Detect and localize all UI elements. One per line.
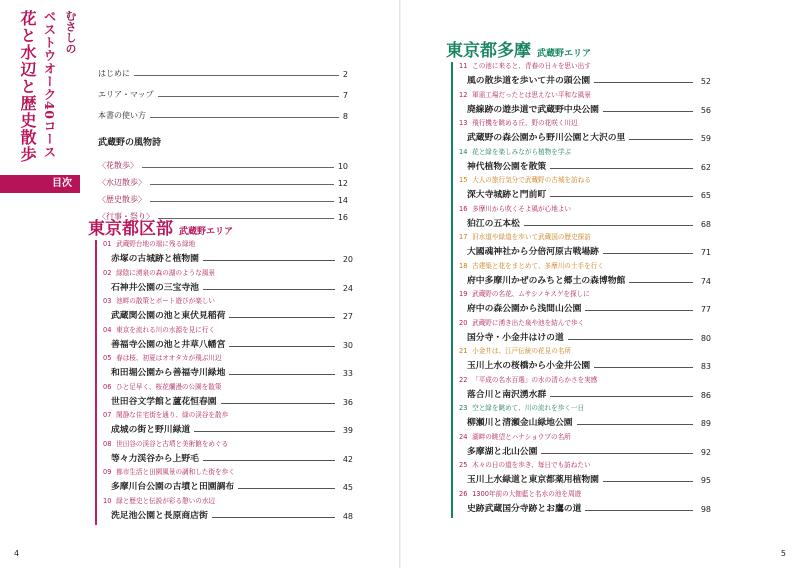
- poem-row[interactable]: [98, 154, 348, 171]
- toc-entry[interactable]: [459, 205, 711, 234]
- toc-entry[interactable]: [103, 497, 353, 526]
- page-number: 48: [342, 511, 353, 521]
- entry-title: 柳瀬川と清瀬金山緑地公園: [467, 418, 573, 428]
- entry-subtitle-text: 東京を流れる川の水源を見に行く: [116, 325, 216, 334]
- entry-subtitle-text: 古建築と花をまとめて、多摩川の土手を行く: [472, 261, 604, 270]
- toc-entry[interactable]: [459, 461, 711, 490]
- intro-label: 本書の使い方: [98, 110, 150, 121]
- toc-entry[interactable]: [103, 354, 353, 383]
- entry-number: 21: [459, 347, 468, 355]
- toc-entry[interactable]: [103, 440, 353, 469]
- page-number: 39: [342, 426, 353, 435]
- entry-subtitle-text: 春は桜、初夏はオオタカが飛ぶ川辺: [116, 354, 222, 362]
- entry-number: 07: [103, 411, 112, 419]
- poem-row[interactable]: [98, 171, 348, 188]
- leader-line: [150, 184, 334, 185]
- toc-entry[interactable]: [103, 326, 353, 355]
- page-number: 20: [342, 255, 353, 264]
- entry-number: 04: [103, 325, 112, 334]
- leader-line: [150, 117, 339, 118]
- entry-subtitle-text: 武蔵野台地の端に残る緑地: [116, 240, 196, 248]
- entry-subtitle-text: 閑静な住宅街を通り、緑の渓谷を散歩: [116, 411, 229, 419]
- toc-entry[interactable]: [459, 376, 711, 405]
- leader-line: [550, 168, 693, 169]
- page-number: 30: [342, 340, 353, 350]
- entry-subtitle-text: この池に来ると、青春の日々を思い出す: [472, 62, 591, 70]
- entry-subtitle: [459, 91, 711, 100]
- page-number-right: 5: [780, 549, 786, 558]
- entry-number: 09: [103, 468, 112, 476]
- toc-entry[interactable]: [103, 269, 353, 298]
- entry-subtitle: [459, 347, 711, 356]
- toc-tab: 目次: [0, 175, 80, 193]
- intro-list: [98, 58, 348, 222]
- toc-entry[interactable]: [459, 119, 711, 148]
- entry-title: 洗足池公園と長原商店街: [111, 510, 208, 521]
- entry-subtitle: [459, 461, 711, 470]
- leader-line: [221, 403, 335, 404]
- entry-subtitle-text: 木々の日の道を歩き、毎日でも訪ねたい: [472, 461, 591, 469]
- entry-number: 23: [459, 404, 468, 412]
- page-number: 33: [342, 369, 353, 378]
- entry-number: 05: [103, 354, 112, 362]
- leader-line: [158, 96, 339, 97]
- poem-label: 〈行事・祭り〉: [98, 212, 154, 221]
- leader-line: [603, 111, 693, 112]
- toc-entry[interactable]: [459, 404, 711, 433]
- entry-subtitle-text: 武蔵野の名花、ムサシノキスゲを探しに: [472, 290, 590, 298]
- page-number: 71: [700, 248, 711, 257]
- entry-title: 大國魂神社から分倍河原古戦場跡: [467, 247, 599, 257]
- toc-entry[interactable]: [459, 290, 711, 319]
- entry-number: 18: [459, 261, 468, 270]
- leader-line: [203, 260, 335, 261]
- entry-number: 10: [103, 496, 112, 505]
- toc-entry[interactable]: [103, 383, 353, 412]
- page-number: 77: [700, 305, 711, 314]
- entry-subtitle: [459, 262, 711, 271]
- page-number: 86: [700, 390, 711, 400]
- section-header-tokyo-ku: [88, 214, 233, 239]
- entry-number: 24: [459, 432, 468, 441]
- entry-title: 史跡武蔵国分寺跡とお鷹の道: [467, 503, 582, 514]
- toc-entry[interactable]: [459, 233, 711, 262]
- page-number: 10: [337, 162, 348, 171]
- page-number: 89: [700, 419, 711, 428]
- poems-heading: 武蔵野の風物詩: [98, 138, 162, 148]
- leader-line: [603, 253, 693, 254]
- leader-line: [629, 282, 693, 283]
- title-line-1: むさしの: [64, 10, 77, 54]
- entry-subtitle-text: ひと足早く、桜花爛漫の公園を散策: [116, 382, 222, 391]
- entry-subtitle-text: 多摩川から吹くそよ風が心地よい: [472, 204, 572, 213]
- entry-subtitle-text: 空と緑を眺めて、川の流れを歩く一日: [472, 404, 585, 412]
- leader-line: [577, 424, 693, 425]
- entry-title: 玉川上水の桜橋から小金井公園: [467, 361, 591, 371]
- entry-number: 20: [459, 318, 468, 327]
- entry-number: 02: [103, 268, 112, 277]
- page-number: 52: [700, 77, 711, 86]
- entry-number: 12: [459, 90, 468, 99]
- page-number: 42: [342, 454, 353, 464]
- entry-title: 武蔵野の森公園から野川公園と大沢の里: [467, 133, 626, 143]
- leader-line: [194, 431, 335, 432]
- entry-subtitle: [459, 319, 711, 328]
- entry-title: 府中の森公園から浅間山公園: [467, 304, 582, 314]
- poem-label: 〈歴史散歩〉: [98, 195, 146, 204]
- page-number: 24: [342, 283, 353, 293]
- page-number: 98: [700, 504, 711, 514]
- poem-label: 〈花散歩〉: [98, 161, 138, 170]
- poem-row[interactable]: [98, 188, 348, 205]
- entry-number: 22: [459, 375, 468, 384]
- page-number: 74: [700, 276, 711, 286]
- intro-row[interactable]: [98, 79, 348, 100]
- poem-label: 〈水辺散歩〉: [98, 178, 146, 187]
- page-number: 83: [700, 362, 711, 371]
- entry-subtitle: [459, 290, 711, 299]
- entry-subtitle-text: 緑と歴史と伝説が彩る憩いの水辺: [116, 496, 216, 505]
- entry-title: 多摩川台公園の古墳と田園調布: [111, 482, 235, 492]
- entry-subtitle-text: 池畔の散策とボート遊びが楽しい: [116, 297, 216, 305]
- entry-title: 赤塚の古城跡と植物園: [111, 254, 199, 264]
- entry-subtitle-text: 軍需工場だったとは思えない平和な風景: [472, 90, 591, 99]
- leader-line: [229, 374, 335, 375]
- entry-title: 等々力渓谷から上野毛: [111, 453, 199, 464]
- leader-line: [568, 339, 693, 340]
- entry-title: 神代植物公園を散策: [467, 161, 547, 172]
- entry-subtitle: [459, 433, 711, 442]
- entry-subtitle: [459, 376, 711, 385]
- intro-row[interactable]: [98, 100, 348, 121]
- leader-line: [524, 225, 693, 226]
- entry-number: 13: [459, 119, 468, 127]
- intro-row[interactable]: [98, 58, 348, 79]
- entry-subtitle: [459, 119, 711, 128]
- leader-line: [203, 460, 335, 461]
- toc-entry[interactable]: [459, 148, 711, 177]
- leader-line: [229, 346, 335, 347]
- page-number: 2: [342, 70, 348, 79]
- toc-entry[interactable]: [459, 319, 711, 348]
- leader-line: [585, 310, 693, 311]
- entry-subtitle: [103, 411, 353, 420]
- right-entry-list: [451, 62, 711, 518]
- entry-subtitle: [103, 269, 353, 278]
- page-number: 59: [700, 134, 711, 143]
- entry-subtitle: [459, 233, 711, 242]
- page-number: 65: [700, 191, 711, 200]
- entry-subtitle-text: 花と緑を楽しみながら植物を学ぶ: [472, 147, 572, 156]
- title-line-2: ベストウオーク40コース: [42, 10, 57, 159]
- entry-subtitle: [103, 297, 353, 306]
- entry-subtitle: [103, 468, 353, 477]
- entry-number: 06: [103, 382, 112, 391]
- toc-entry[interactable]: [103, 468, 353, 497]
- page-number-left: 4: [14, 549, 20, 558]
- entry-subtitle: [459, 62, 711, 71]
- entry-title: 風の散歩道を歩いて井の頭公園: [467, 76, 591, 86]
- page-number: 95: [700, 476, 711, 485]
- section-subtitle: 武蔵野エリア: [179, 227, 234, 237]
- entry-number: 01: [103, 240, 112, 248]
- section-title: 東京都多摩: [446, 41, 531, 61]
- page-number: 7: [342, 91, 348, 100]
- entry-subtitle: [103, 383, 353, 392]
- toc-entry[interactable]: [459, 490, 711, 519]
- page-number: 14: [337, 196, 348, 205]
- gutter: [399, 0, 401, 568]
- leader-line: [541, 453, 693, 454]
- leader-line: [594, 367, 693, 368]
- entry-number: 19: [459, 290, 468, 298]
- toc-entry[interactable]: [459, 62, 711, 91]
- page-number: 27: [342, 312, 353, 321]
- entry-subtitle: [103, 440, 353, 449]
- toc-entry[interactable]: [459, 347, 711, 376]
- entry-title: 狛江の五本松: [467, 218, 520, 229]
- entry-subtitle-text: 飛行機を眺める丘、野の花咲く川辺: [472, 119, 578, 127]
- intro-label: エリア・マップ: [98, 89, 158, 100]
- entry-number: 26: [459, 489, 468, 498]
- left-entry-list: [95, 240, 353, 525]
- toc-entry[interactable]: [459, 91, 711, 120]
- entry-number: 16: [459, 204, 468, 213]
- leader-line: [229, 317, 335, 318]
- entry-title: 落合川と南沢湧水群: [467, 389, 547, 400]
- page-number: 80: [700, 333, 711, 343]
- toc-entry[interactable]: [459, 433, 711, 462]
- entry-subtitle-text: 大人の旅行気分で武蔵野の古城を訪ねる: [472, 176, 591, 184]
- entry-subtitle: [459, 490, 711, 499]
- entry-subtitle: [103, 326, 353, 335]
- page-number: 62: [700, 162, 711, 172]
- page-number: 92: [700, 447, 711, 457]
- leader-line: [134, 75, 339, 76]
- page-number: 36: [342, 397, 353, 407]
- entry-subtitle: [103, 497, 353, 506]
- leader-line: [585, 510, 693, 511]
- entry-title: 善福寺公園の池と井草八幡宮: [111, 339, 226, 350]
- leader-line: [594, 82, 693, 83]
- entry-title: 国分寺・小金井はけの道: [467, 332, 564, 343]
- entry-subtitle-text: 「平成の名水百選」の水の清らかさを実感: [472, 375, 598, 384]
- entry-number: 11: [459, 62, 468, 70]
- toc-entry[interactable]: [103, 297, 353, 326]
- leader-line: [238, 488, 335, 489]
- section-header-tokyo-tama: [446, 36, 591, 61]
- leader-line: [203, 289, 335, 290]
- entry-subtitle-text: 湖畔の眺望とハナショウブの名所: [472, 432, 571, 441]
- entry-number: 03: [103, 297, 112, 305]
- title-line-3: 花と水辺と歴史散歩: [18, 10, 37, 163]
- leader-line: [629, 139, 693, 140]
- section-subtitle: 武蔵野エリア: [537, 49, 592, 59]
- toc-entry[interactable]: [103, 411, 353, 440]
- entry-subtitle-text: 1300年前の大伽藍と名水の池を周遊: [472, 489, 582, 498]
- entry-title: 世田谷文学館と蘆花恒春園: [111, 396, 217, 407]
- entry-title: 成城の街と野川緑道: [111, 425, 191, 435]
- entry-title: 玉川上水緑道と東京都薬用植物園: [467, 475, 599, 485]
- leader-line: [550, 396, 693, 397]
- entry-number: 14: [459, 147, 468, 156]
- page-number: 8: [342, 112, 348, 121]
- entry-number: 17: [459, 233, 468, 241]
- entry-subtitle: [459, 148, 711, 157]
- entry-subtitle: [459, 176, 711, 185]
- page-number: 16: [337, 213, 348, 222]
- toc-entry[interactable]: [103, 240, 353, 269]
- entry-title: 廃線跡の遊歩道で武蔵野中央公園: [467, 104, 599, 115]
- entry-title: 多摩湖と北山公園: [467, 446, 538, 457]
- entry-subtitle-text: 世田谷の渓谷と古墳と美術館をめぐる: [116, 439, 229, 448]
- entry-title: 府中多摩川かぜのみちと郷土の森博物館: [467, 275, 626, 286]
- leader-line: [603, 481, 693, 482]
- page-number: 68: [700, 219, 711, 229]
- page-number: 45: [342, 483, 353, 492]
- entry-title: 深大寺城跡と門前町: [467, 190, 547, 200]
- entry-subtitle-text: 武蔵野に湧き出た泉や池を結んで歩く: [472, 318, 585, 327]
- section-title: 東京都区部: [88, 219, 173, 239]
- page-number: 56: [700, 105, 711, 115]
- leader-line: [142, 167, 334, 168]
- leader-line: [150, 201, 334, 202]
- toc-entry[interactable]: [459, 262, 711, 291]
- entry-title: 石神井公園の三宝寺池: [111, 282, 199, 293]
- entry-subtitle-text: 旧水道や緑道を歩いて武蔵国の歴史探訪: [472, 233, 591, 241]
- entry-subtitle: [103, 240, 353, 249]
- entry-subtitle: [103, 354, 353, 363]
- entry-title: 武蔵関公園の池と東伏見稲荷: [111, 311, 226, 321]
- entry-subtitle: [459, 205, 711, 214]
- intro-label: はじめに: [98, 68, 134, 79]
- leader-line: [212, 517, 335, 518]
- entry-subtitle: [459, 404, 711, 413]
- leader-line: [550, 196, 693, 197]
- entry-subtitle-text: 緑陰に湧泉の森の湖のような風景: [116, 268, 216, 277]
- toc-entry[interactable]: [459, 176, 711, 205]
- entry-subtitle-text: 都市生活と田園風景の調和した街を歩く: [116, 468, 235, 476]
- entry-number: 15: [459, 176, 468, 184]
- page-number: 12: [337, 179, 348, 188]
- entry-title: 和田堀公園から善福寺川緑地: [111, 368, 226, 378]
- entry-subtitle-text: 小金井は、江戸伝統の花見の名所: [472, 347, 572, 355]
- entry-number: 08: [103, 439, 112, 448]
- entry-number: 25: [459, 461, 468, 469]
